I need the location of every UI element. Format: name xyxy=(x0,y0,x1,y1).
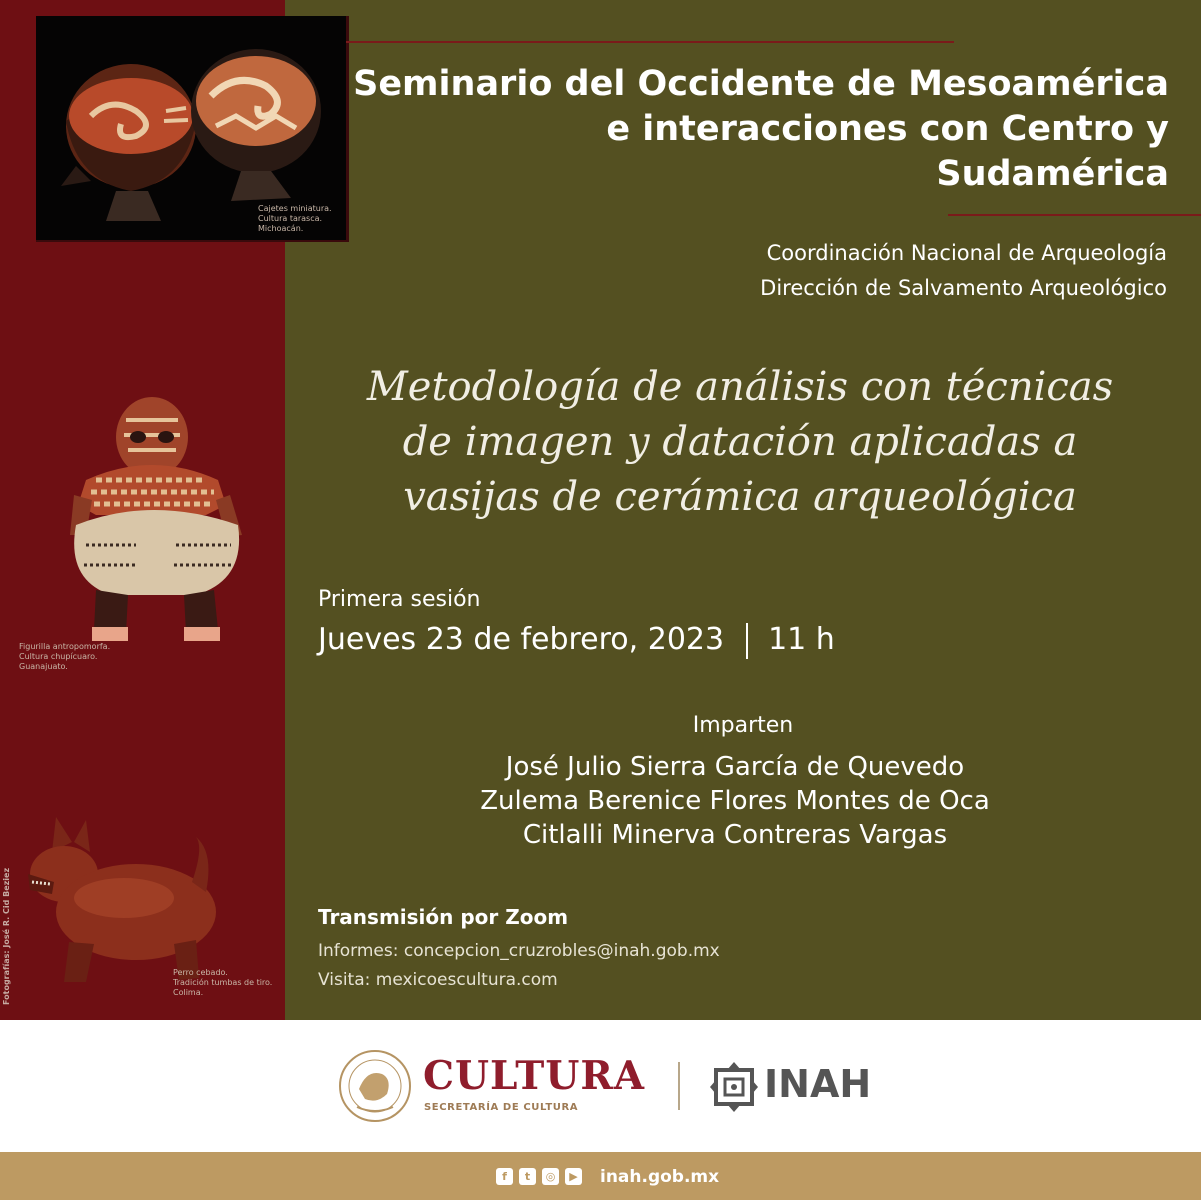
logo-divider xyxy=(678,1062,680,1110)
cultura-logo-text: CULTURA xyxy=(423,1053,645,1099)
organizer-line: Coordinación Nacional de Arqueología xyxy=(766,241,1167,265)
contact-info xyxy=(318,937,720,995)
organizers xyxy=(567,236,1167,306)
youtube-icon[interactable]: ▶ xyxy=(565,1168,582,1185)
top-rule xyxy=(346,41,954,43)
caption-line: Cajetes miniatura. xyxy=(258,204,332,213)
speakers-label: Imparten xyxy=(692,713,794,738)
social-icons xyxy=(496,1168,582,1185)
bowls-caption xyxy=(258,204,332,234)
dog-illustration xyxy=(24,812,224,992)
title-line: Seminario del Occidente de Mesoamérica xyxy=(353,64,1169,104)
session-datetime xyxy=(318,622,835,659)
instagram-icon[interactable]: ◎ xyxy=(542,1168,559,1185)
caption-line: Cultura tarasca. xyxy=(258,214,323,223)
date-time-separator xyxy=(746,623,748,659)
inah-logo-text: INAH xyxy=(764,1062,872,1106)
transmission-info: Transmisión por Zoom xyxy=(318,905,569,929)
cultura-logo-subtitle: SECRETARÍA DE CULTURA xyxy=(424,1102,579,1113)
title-line: e interacciones con Centro y xyxy=(606,109,1169,149)
photo-credit: Fotografías: José R. Cid Beziez xyxy=(2,867,11,1005)
bottom-rule xyxy=(948,214,1201,216)
session-label: Primera sesión xyxy=(318,587,481,612)
caption-line: Cultura chupícuaro. xyxy=(19,652,98,661)
organizer-line: Dirección de Salvamento Arqueológico xyxy=(760,276,1167,300)
dog-caption xyxy=(173,968,272,998)
session-topic xyxy=(330,360,1150,525)
caption-line: Perro cebado. xyxy=(173,968,228,977)
caption-line: Figurilla antropomorfa. xyxy=(19,642,111,651)
facebook-icon[interactable]: f xyxy=(496,1168,513,1185)
topic-line: vasijas de cerámica arqueológica xyxy=(403,474,1077,520)
website-link[interactable]: inah.gob.mx xyxy=(600,1167,720,1187)
figurine-illustration xyxy=(66,395,256,645)
speakers-list xyxy=(285,750,1185,852)
title-line: Sudamérica xyxy=(936,154,1169,194)
speaker-name: José Julio Sierra García de Quevedo xyxy=(505,752,965,782)
caption-line: Michoacán. xyxy=(258,224,304,233)
twitter-icon[interactable]: t xyxy=(519,1168,536,1185)
contact-website[interactable]: Visita: mexicoescultura.com xyxy=(318,970,558,990)
bowls-photo xyxy=(36,16,349,242)
caption-line: Guanajuato. xyxy=(19,662,68,671)
speaker-name: Citlalli Minerva Contreras Vargas xyxy=(522,820,948,850)
figurine-caption xyxy=(19,642,110,672)
topic-line: Metodología de análisis con técnicas xyxy=(366,364,1114,410)
speaker-name: Zulema Berenice Flores Montes de Oca xyxy=(480,786,990,816)
caption-line: Tradición tumbas de tiro. xyxy=(173,978,273,987)
session-time: 11 h xyxy=(768,622,835,657)
caption-line: Colima. xyxy=(173,988,204,997)
session-date: Jueves 23 de febrero, 2023 xyxy=(318,622,725,657)
contact-email[interactable]: Informes: concepcion_cruzrobles@inah.gob.mx xyxy=(318,941,720,961)
mexico-seal-icon xyxy=(337,1049,413,1123)
topic-line: de imagen y datación aplicadas a xyxy=(402,419,1078,465)
seminar-title xyxy=(349,62,1169,197)
inah-logo-icon xyxy=(706,1060,762,1114)
